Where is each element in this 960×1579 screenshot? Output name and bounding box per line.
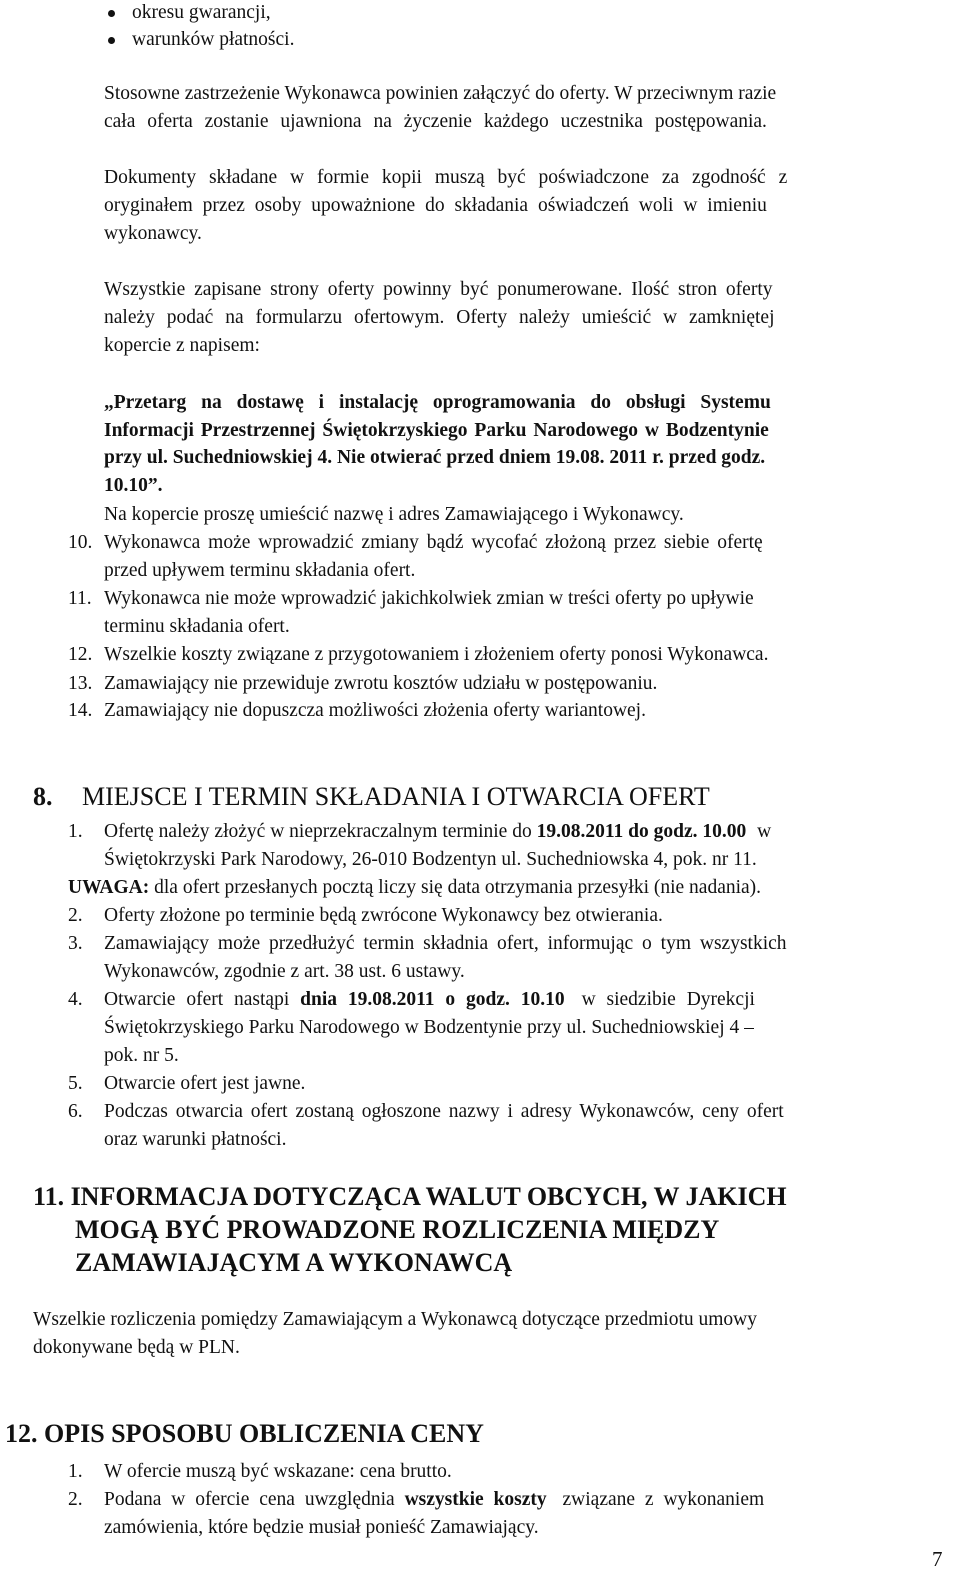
envelope-line: przy ul. Suchedniowskiej 4. Nie otwierać przed dniem 19.08. 2011 r. przed godz. bbox=[104, 447, 766, 468]
item-number: 13. bbox=[68, 673, 93, 694]
warning-note: UWAGA: dla ofert przesłanych pocztą liczy się data otrzymania przesyłki (nie nadania). bbox=[68, 877, 762, 898]
bullet-item: okresu gwarancji, bbox=[132, 2, 271, 23]
paragraph-line: kopercie z napisem: bbox=[104, 335, 260, 356]
item-text: Otwarcie ofert nastąpi dnia 19.08.2011 o godz. 10.10 w siedzibie Dyrekcji bbox=[104, 989, 755, 1010]
section-title: 12. OPIS SPOSOBU OBLICZENIA CENY bbox=[5, 1419, 484, 1448]
section-title: MOGĄ BYĆ PROWADZONE ROZLICZENIA MIĘDZY bbox=[75, 1215, 720, 1244]
section-title: MIEJSCE I TERMIN SKŁADANIA I OTWARCIA OFERT bbox=[82, 782, 710, 811]
paragraph-line: Stosowne zastrzeżenie Wykonawca powinien załączyć do oferty. W przeciwnym razie bbox=[104, 83, 777, 104]
item-text: pok. nr 5. bbox=[104, 1045, 179, 1066]
paragraph-line: Wszelkie rozliczenia pomiędzy Zamawiającym a Wykonawcą dotyczące przedmiotu umowy bbox=[33, 1309, 757, 1330]
envelope-line: Informacji Przestrzennej Świętokrzyskiego Parku Narodowego w Bodzentynie bbox=[104, 420, 769, 441]
item-number: 14. bbox=[68, 700, 93, 721]
item-text: terminu składania ofert. bbox=[104, 616, 290, 637]
warning-label: UWAGA: bbox=[68, 877, 150, 898]
item-text: oraz warunki płatności. bbox=[104, 1129, 287, 1150]
page-number: 7 bbox=[932, 1547, 943, 1571]
item-text: Podana w ofercie cena uwzględnia wszystkie koszty związane z wykonaniem bbox=[104, 1489, 765, 1510]
item-number: 1. bbox=[68, 821, 83, 842]
section-number: 8. bbox=[33, 782, 53, 811]
item-text: Wykonawca nie może wprowadzić jakichkolwiek zmian w treści oferty po upływie bbox=[104, 588, 754, 609]
item-text: Oferty złożone po terminie będą zwrócone Wykonawcy bez otwierania. bbox=[104, 905, 663, 926]
item-number: 2. bbox=[68, 905, 83, 926]
item-number: 1. bbox=[68, 1461, 83, 1482]
item-text: Wszelkie koszty związane z przygotowaniem i złożeniem oferty ponosi Wykonawca. bbox=[104, 644, 769, 665]
bullet-icon bbox=[108, 10, 115, 17]
bullet-icon bbox=[108, 37, 115, 44]
item-text: W ofercie muszą być wskazane: cena brutto. bbox=[104, 1461, 452, 1482]
item-number: 10. bbox=[68, 532, 93, 553]
item-text: przed upływem terminu składania ofert. bbox=[104, 560, 416, 581]
item-number: 6. bbox=[68, 1101, 83, 1122]
item-text: Zamawiający nie przewiduje zwrotu kosztów udziału w postępowaniu. bbox=[104, 673, 658, 694]
item-number: 3. bbox=[68, 933, 83, 954]
section-title: 11. INFORMACJA DOTYCZĄCA WALUT OBCYCH, W JAKICH bbox=[33, 1182, 787, 1211]
item-text: Wykonawca może wprowadzić zmiany bądź wycofać złożoną przez siebie ofertę bbox=[104, 532, 763, 553]
paragraph-line: należy podać na formularzu ofertowym. Oferty należy umieścić w zamkniętej bbox=[104, 307, 775, 328]
envelope-note: Na kopercie proszę umieścić nazwę i adres Zamawiającego i Wykonawcy. bbox=[104, 504, 684, 525]
paragraph-line: wykonawcy. bbox=[104, 223, 202, 244]
item-text: Ofertę należy złożyć w nieprzekraczalnym terminie do 19.08.2011 do godz. 10.00 w bbox=[104, 821, 772, 842]
item-text: Zamawiający może przedłużyć termin składnia ofert, informując o tym wszystkich bbox=[104, 933, 787, 954]
item-text: Świętokrzyskiego Parku Narodowego w Bodzentynie przy ul. Suchedniowskiej 4 – bbox=[104, 1017, 754, 1038]
paragraph-line: cała oferta zostanie ujawniona na życzenie każdego uczestnika postępowania. bbox=[104, 111, 767, 132]
item-number: 12. bbox=[68, 644, 93, 665]
item-text: Podczas otwarcia ofert zostaną ogłoszone nazwy i adresy Wykonawców, ceny ofert bbox=[104, 1101, 784, 1122]
item-number: 5. bbox=[68, 1073, 83, 1094]
item-text: Świętokrzyski Park Narodowy, 26-010 Bodzentyn ul. Suchedniowska 4, pok. nr 11. bbox=[104, 849, 757, 870]
paragraph-line: dokonywane będą w PLN. bbox=[33, 1337, 240, 1358]
item-number: 4. bbox=[68, 989, 83, 1010]
paragraph-line: Dokumenty składane w formie kopii muszą być poświadczone za zgodność z bbox=[104, 167, 788, 188]
item-text: Otwarcie ofert jest jawne. bbox=[104, 1073, 306, 1094]
paragraph-line: Wszystkie zapisane strony oferty powinny być ponumerowane. Ilość stron oferty bbox=[104, 279, 773, 300]
item-text: Zamawiający nie dopuszcza możliwości złożenia oferty wariantowej. bbox=[104, 700, 646, 721]
item-text: Wykonawców, zgodnie z art. 38 ust. 6 ustawy. bbox=[104, 961, 465, 982]
item-text: zamówienia, które będzie musiał ponieść Zamawiający. bbox=[104, 1517, 539, 1538]
paragraph-line: oryginałem przez osoby upoważnione do składania oświadczeń woli w imieniu bbox=[104, 195, 767, 216]
section-title: ZAMAWIAJĄCYM A WYKONAWCĄ bbox=[75, 1248, 513, 1277]
item-number: 2. bbox=[68, 1489, 83, 1510]
item-number: 11. bbox=[68, 588, 92, 609]
envelope-line: 10.10”. bbox=[104, 475, 163, 496]
envelope-line: „Przetarg na dostawę i instalację oprogramowania do obsługi Systemu bbox=[104, 392, 771, 413]
bullet-item: warunków płatności. bbox=[132, 29, 295, 50]
